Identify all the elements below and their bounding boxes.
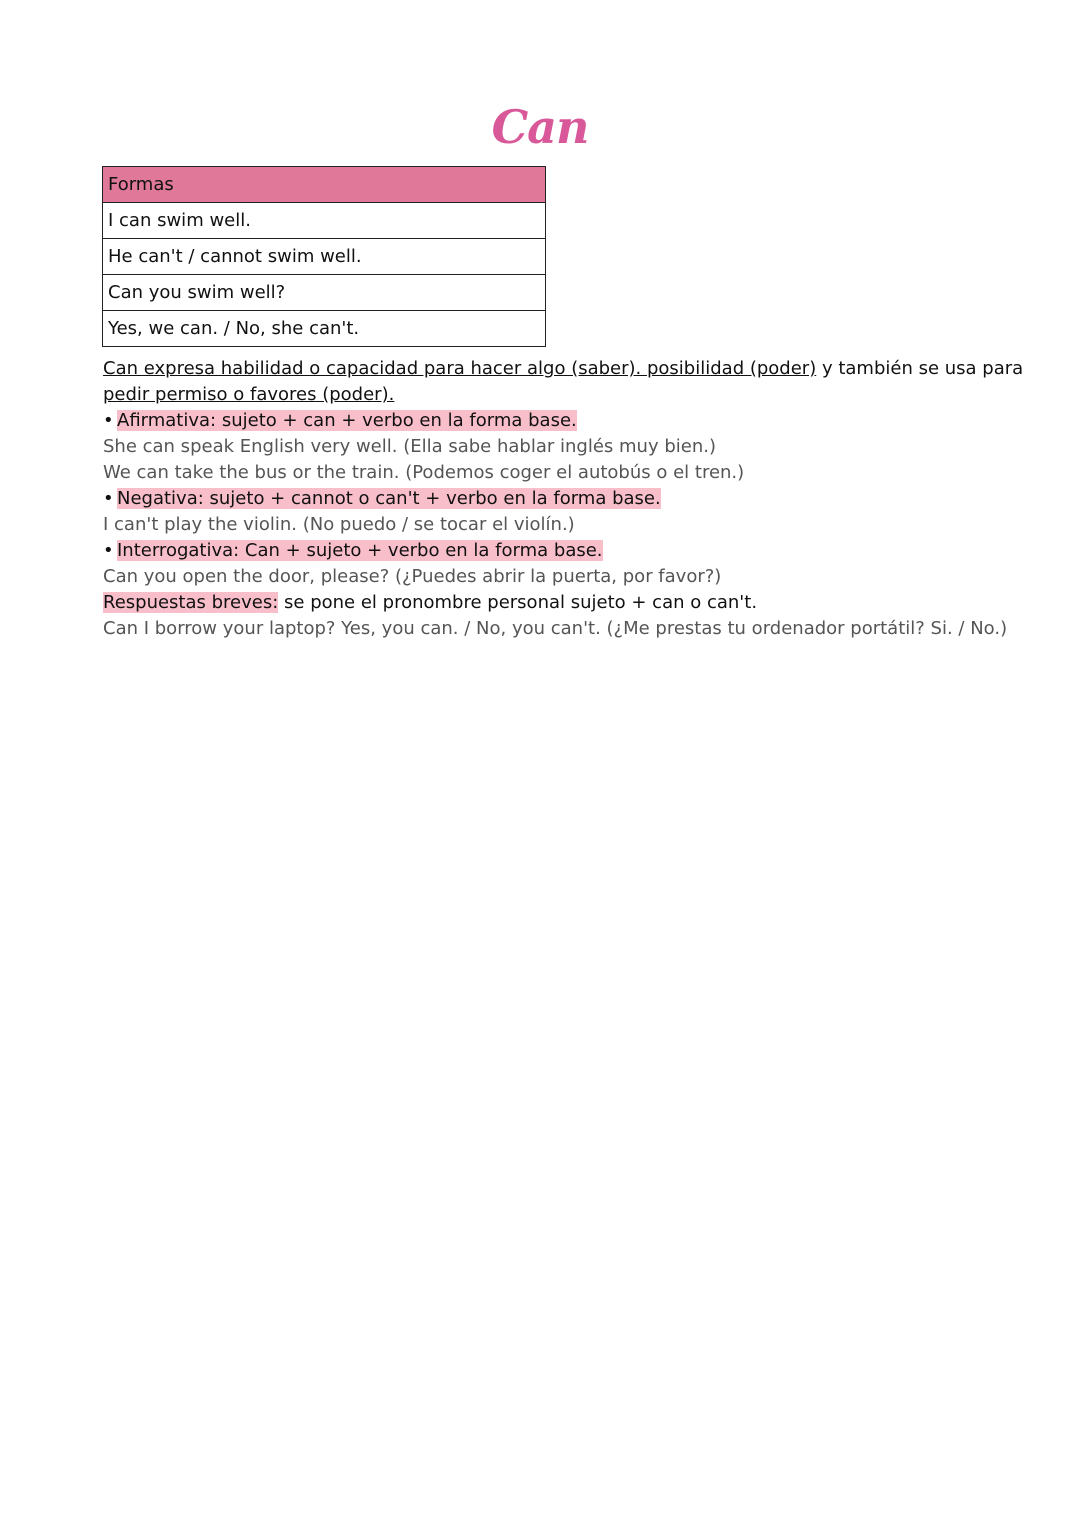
interrogative-rule-text: Interrogativa: Can + sujeto + verbo en la forma base.: [117, 540, 603, 561]
short-answers-rule: [103, 590, 1003, 616]
affirmative-example-2: We can take the bus or the train. (Podemos coger el autobús o el tren.): [103, 462, 745, 483]
table-cell: He can't / cannot swim well.: [103, 239, 546, 275]
short-answers-example: Can I borrow your laptop? Yes, you can. / No, you can't. (¿Me prestas tu ordenador portátil? Si. / No.): [103, 618, 1008, 639]
negative-example: I can't play the violin. (No puedo / se tocar el violín.): [103, 514, 575, 535]
affirmative-example-1: She can speak English very well. (Ella sabe hablar inglés muy bien.): [103, 436, 716, 457]
table-row: [103, 203, 546, 239]
affirmative-rule: [103, 408, 1003, 434]
negative-rule-text: Negativa: sujeto + cannot o can't + verbo en la forma base.: [117, 488, 661, 509]
table-header-cell: Formas: [103, 167, 546, 203]
short-answers-rule-text: se pone el pronombre personal sujeto + can o can't.: [278, 592, 758, 613]
short-answers-label: Respuestas breves:: [103, 592, 279, 613]
table-row: [103, 311, 546, 347]
intro-underlined: Can expresa habilidad o capacidad para hacer algo (saber). posibilidad (poder): [103, 358, 817, 379]
intro-underlined-2: pedir permiso o favores (poder).: [103, 384, 395, 405]
table-row: [103, 275, 546, 311]
negative-rule: [103, 486, 1003, 512]
table-cell: Yes, we can. / No, she can't.: [103, 311, 546, 347]
bullet-icon: •: [103, 410, 114, 431]
bullet-icon: •: [103, 488, 114, 509]
affirmative-rule-text: Afirmativa: sujeto + can + verbo en la forma base.: [117, 410, 577, 431]
table-row: [103, 239, 546, 275]
page-title: Can: [491, 100, 589, 154]
bullet-icon: •: [103, 540, 114, 561]
intro-rest: y también se usa para: [816, 358, 1024, 379]
table-cell: I can swim well.: [103, 203, 546, 239]
interrogative-rule: [103, 538, 1003, 564]
table-cell: Can you swim well?: [103, 275, 546, 311]
forms-table: [102, 166, 546, 347]
interrogative-example: Can you open the door, please? (¿Puedes abrir la puerta, por favor?): [103, 566, 722, 587]
explanation-section: [103, 356, 1024, 642]
table-header-row: [103, 167, 546, 203]
intro-line-2: [103, 382, 1003, 408]
intro-line-1: [103, 356, 1024, 382]
